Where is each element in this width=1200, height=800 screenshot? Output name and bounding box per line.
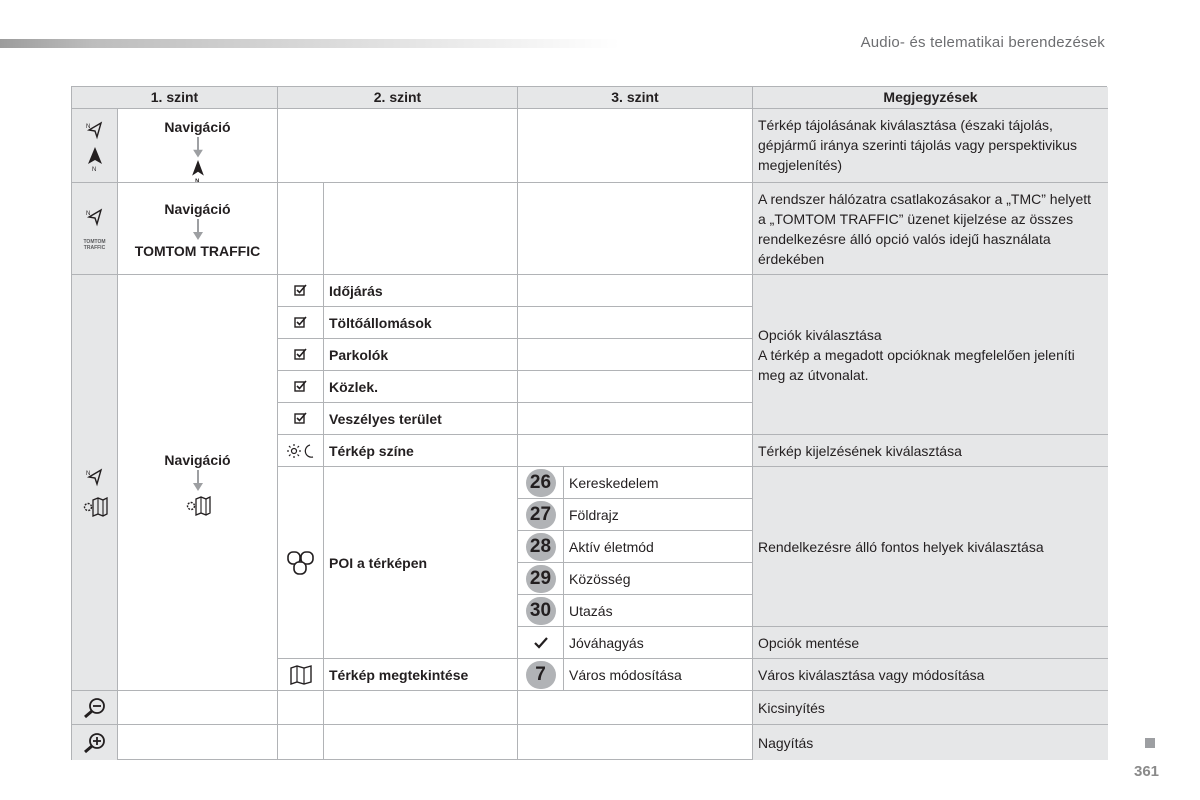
north-up-icon xyxy=(85,146,105,172)
poi-item-label: Közösség xyxy=(564,563,753,595)
empty-cell xyxy=(278,183,324,275)
level1-navigacio-label: Navigáció xyxy=(164,119,231,135)
note-cell: Rendelkezésre álló fontos helyek kiválasztása xyxy=(753,467,1108,627)
north-up-icon xyxy=(190,159,206,182)
city-change-label: Város módosítása xyxy=(564,659,753,691)
page-header-title: Audio- és telematikai berendezések xyxy=(860,34,1105,51)
navigation-arrow-icon xyxy=(85,207,105,227)
checkbox-checked-icon[interactable] xyxy=(278,403,324,435)
poi-number-badge: 26 xyxy=(518,467,564,499)
header-stripe xyxy=(0,39,620,48)
poi-item-label: Kereskedelem xyxy=(564,467,753,499)
option-label: Parkolók xyxy=(324,339,518,371)
poi-number-badge: 28 xyxy=(518,531,564,563)
arrow-down-icon xyxy=(191,219,205,241)
column-header-notes: Megjegyzések xyxy=(753,87,1108,109)
tomtom-traffic-icon: TOMTOM TRAFFIC xyxy=(83,238,106,251)
empty-cell xyxy=(324,183,518,275)
empty-cell xyxy=(518,109,753,183)
arrow-down-icon xyxy=(191,470,205,492)
page-number: 361 xyxy=(1134,763,1160,780)
note-cell: A rendszer hálózatra csatlakozásakor a „TMC” helyett a „TOMTOM TRAFFIC” üzenet kijelzése az összes rendelkezésre álló opció valós idejű használata érdekében xyxy=(753,183,1108,275)
map-color-label: Térkép színe xyxy=(324,435,518,467)
zoom-out-icon[interactable] xyxy=(72,691,118,725)
arrow-down-icon xyxy=(191,137,205,159)
note-cell: Térkép kijelzésének kiválasztása xyxy=(753,435,1108,467)
level1-cell xyxy=(118,275,278,691)
poi-item-label: Aktív életmód xyxy=(564,531,753,563)
empty-cell xyxy=(278,691,324,725)
svg-text:N: N xyxy=(85,210,90,217)
poi-number-badge: 29 xyxy=(518,563,564,595)
empty-cell xyxy=(518,339,753,371)
empty-cell xyxy=(518,403,753,435)
svg-text:N: N xyxy=(85,470,90,477)
note-cell: Opciók mentése xyxy=(753,627,1108,659)
zoom-in-icon[interactable] xyxy=(72,725,118,760)
poi-number-badge: 30 xyxy=(518,595,564,627)
empty-cell xyxy=(518,307,753,339)
empty-cell xyxy=(118,691,278,725)
empty-cell xyxy=(324,691,518,725)
confirm-label: Jóváhagyás xyxy=(564,627,753,659)
checkbox-checked-icon[interactable] xyxy=(278,371,324,403)
column-header-level3: 3. szint xyxy=(518,87,753,109)
column-header-level2: 2. szint xyxy=(278,87,518,109)
note-cell: Nagyítás xyxy=(753,725,1108,760)
empty-cell xyxy=(518,691,753,725)
day-night-icon xyxy=(278,435,324,467)
level1-cell xyxy=(118,109,278,183)
map-settings-icon xyxy=(185,496,211,516)
settings-table xyxy=(71,86,1107,760)
map-view-label: Térkép megtekintése xyxy=(324,659,518,691)
navigation-arrow-icon xyxy=(85,120,105,140)
svg-text:N: N xyxy=(91,166,96,172)
level1-icon-cell xyxy=(72,275,118,691)
level1-navigacio-label: Navigáció xyxy=(164,451,231,468)
note-cell: Kicsinyítés xyxy=(753,691,1108,725)
empty-cell xyxy=(278,109,518,183)
map-settings-icon xyxy=(82,497,108,517)
svg-text:N: N xyxy=(85,123,90,130)
level1-tomtom-traffic-label: TOMTOM TRAFFIC xyxy=(134,243,261,259)
svg-text:N: N xyxy=(194,178,199,182)
level1-navigacio-label: Navigáció xyxy=(164,201,231,217)
city-number-badge: 7 xyxy=(518,659,564,691)
level1-cell xyxy=(118,183,278,275)
navigation-arrow-icon xyxy=(85,467,105,487)
checkbox-checked-icon[interactable] xyxy=(278,275,324,307)
page-marker xyxy=(1145,738,1155,748)
poi-number-badge: 27 xyxy=(518,499,564,531)
map-book-icon xyxy=(278,659,324,691)
option-label: Veszélyes terület xyxy=(324,403,518,435)
checkbox-checked-icon[interactable] xyxy=(278,307,324,339)
level1-icon-cell xyxy=(72,183,118,275)
column-header-level1: 1. szint xyxy=(72,87,278,109)
empty-cell xyxy=(518,435,753,467)
checkbox-checked-icon[interactable] xyxy=(278,339,324,371)
poi-icon xyxy=(278,467,324,659)
note-cell: Opciók kiválasztása A térkép a megadott opcióknak megfelelően jeleníti meg az útvonalat. xyxy=(753,275,1108,435)
note-cell: Város kiválasztása vagy módosítása xyxy=(753,659,1108,691)
option-label: Töltőállomások xyxy=(324,307,518,339)
note-cell: Térkép tájolásának kiválasztása (északi tájolás, gépjármű iránya szerinti tájolás vagy perspektivikus megjelenítés) xyxy=(753,109,1108,183)
empty-cell xyxy=(518,183,753,275)
empty-cell xyxy=(518,725,753,760)
level1-icon-cell xyxy=(72,109,118,183)
empty-cell xyxy=(324,725,518,760)
option-label: Időjárás xyxy=(324,275,518,307)
poi-item-label: Földrajz xyxy=(564,499,753,531)
empty-cell xyxy=(518,371,753,403)
empty-cell xyxy=(278,725,324,760)
empty-cell xyxy=(118,725,278,760)
checkmark-icon[interactable] xyxy=(518,627,564,659)
empty-cell xyxy=(518,275,753,307)
poi-label: POI a térképen xyxy=(324,467,518,659)
option-label: Közlek. xyxy=(324,371,518,403)
poi-item-label: Utazás xyxy=(564,595,753,627)
